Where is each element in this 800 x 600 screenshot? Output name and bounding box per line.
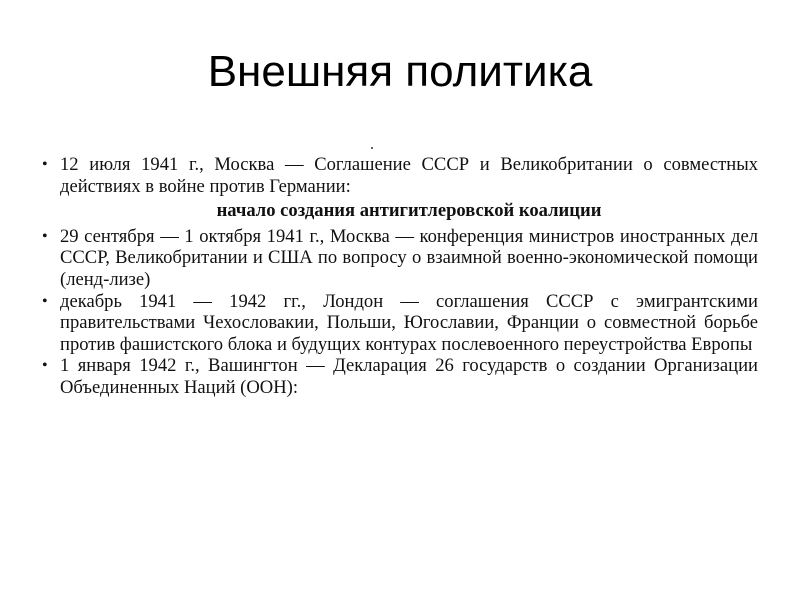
scanned-text-block — [40, 154, 758, 399]
bullet-icon: • — [42, 227, 48, 245]
coalition-heading: начало создания антигитлеровской коалиции — [216, 200, 602, 222]
list-item-1 — [40, 154, 758, 197]
list-item-text: декабрь 1941 — 1942 гг., Лондон — соглашения СССР с эмигрантскими правительствами Чехословакии, Польши, Югославии, Франции о совместной борьбе против фашистского блока и будущих контурах послевоенного переустройства Европы — [60, 290, 758, 355]
list-item-2 — [40, 226, 758, 291]
bullet-icon: • — [42, 357, 48, 375]
scan-speck — [371, 147, 373, 149]
bullet-icon: • — [42, 156, 48, 173]
list-item-text: 29 сентября — 1 октября 1941 г., Москва — конференция министров иностранных дел СССР, Великобритании и США по вопросу о взаимной военно-экономической помощи (ленд-лизе) — [60, 225, 758, 290]
slide-title: Внешняя политика — [207, 47, 593, 96]
list-item-text: 12 июля 1941 г., Москва — Соглашение СССР и Великобритании о совместных действиях в войне против Германии: — [60, 154, 758, 197]
list-item-4 — [40, 355, 758, 398]
bullet-icon: • — [42, 292, 48, 310]
list-item-text: 1 января 1942 г., Вашингтон — Декларация 26 государств о создании Организации Объединенных Наций (ООН): — [60, 355, 758, 398]
list-item-3 — [40, 291, 758, 356]
